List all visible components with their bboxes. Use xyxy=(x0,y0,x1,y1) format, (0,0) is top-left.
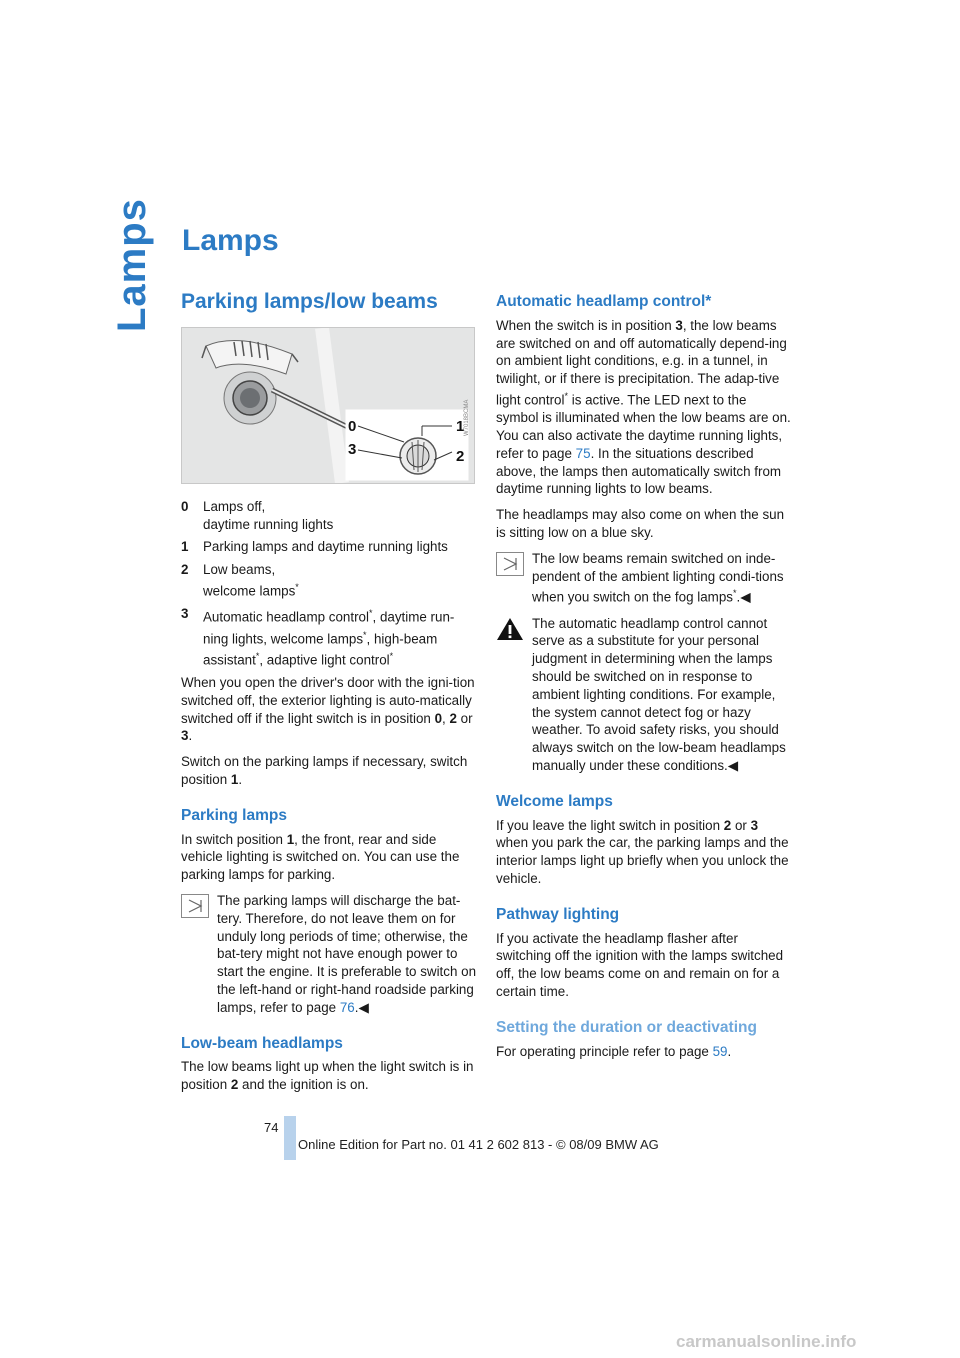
side-tab-label: Lamps xyxy=(110,198,154,332)
setting-paragraph: For operating principle refer to page 59. xyxy=(496,1043,732,1059)
figure-label-0: 0 xyxy=(348,417,357,435)
welcome-lamps-title: Welcome lamps xyxy=(496,792,613,810)
auto-headlamp-title: Automatic headlamp control* xyxy=(496,293,712,310)
list-item: 2 Low beams, welcome lamps* xyxy=(181,562,299,599)
switch-paragraph: Switch on the parking lamps if necessary, switch position 1. xyxy=(181,754,468,788)
pathway-lighting-title: Pathway lighting xyxy=(496,905,620,923)
page-link-59[interactable]: 59 xyxy=(712,1043,728,1059)
page-number: 74 xyxy=(264,1120,279,1135)
setting-duration-title: Setting the duration or deactivating xyxy=(496,1018,757,1036)
figure-label-3: 3 xyxy=(348,440,357,458)
footer-edition: Online Edition for Part no. 01 41 2 602 813 - © 08/09 BMW AG xyxy=(298,1137,659,1152)
figure-label-2: 2 xyxy=(456,447,465,465)
page-title: Lamps xyxy=(182,224,279,257)
parking-note: The parking lamps will discharge the bat-tery. Therefore, do not leave them on for unduly long periods of time; otherwise, the bat-tery might not have enough power to start the engine. It is preferable to switch on the left-hand or right-hand roadside parking lamps, refer to page 76.◀ xyxy=(181,892,477,1017)
pathway-paragraph: If you activate the headlamp flasher after switching off the ignition with the lamps switched off, the low beams come on and remain on for a certain time. xyxy=(496,930,784,1000)
auto-paragraph: When the switch is in position 3, the low beams are switched on and off automatically depend-ing on ambient light conditions, e.g. in a tunnel, in twilight, or if there is precipitation. The adap-tive light control* is active. The LED next to the symbol is illuminated when the low beams are on. You can also activate the daytime running lights, refer to page 75. In the situations described above, the lamps then automatically switch from daytime running lights to low beams. xyxy=(496,317,791,497)
door-paragraph: When you open the driver's door with the igni-tion switched off, the exterior lighting is auto-matically switched off if the light switch is in position 0, 2 or 3. xyxy=(181,675,475,744)
figure-label-1: 1 xyxy=(456,417,465,435)
left-column xyxy=(181,290,477,1102)
low-beam-title: Low-beam headlamps xyxy=(181,1034,343,1052)
welcome-paragraph: If you leave the light switch in position 2 or 3 when you park the car, the parking lamps and the interior lamps light up briefly when you unlock the vehicle. xyxy=(496,817,789,887)
parking-paragraph: In switch position 1, the front, rear and side vehicle lighting is switched on. You can use the parking lamps for parking. xyxy=(181,831,460,883)
section-title: Parking lamps/low beams xyxy=(181,290,438,313)
watermark: carmanualsonline.info xyxy=(676,1332,857,1351)
list-item: 1 Parking lamps and daytime running lights xyxy=(181,539,448,555)
side-tab xyxy=(110,198,160,332)
list-item: 0 Lamps off, daytime running lights xyxy=(181,498,334,532)
warning-note: The automatic headlamp control cannot serve as a substitute for your personal judgment in determining when the lamps should be switched on in response to ambient lighting conditions. For example, the system cannot detect fog or hazy weather. To avoid safety risks, you should always switch on the low-beam headlamps manually under these conditions.◀ xyxy=(496,615,792,775)
page-link-75[interactable]: 75 xyxy=(575,445,591,461)
warning-icon xyxy=(496,617,524,641)
parking-lamps-title: Parking lamps xyxy=(181,806,287,824)
sun-paragraph: The headlamps may also come on when the sun is sitting low on a blue sky. xyxy=(496,507,785,541)
fog-note: The low beams remain switched on inde-pendent of the ambient lighting condi-tions when you switch on the fog lamps*.◀ xyxy=(496,550,792,607)
right-column xyxy=(496,293,792,1068)
light-switch-figure xyxy=(181,327,475,484)
figure-code: W7018BCMA xyxy=(464,399,470,436)
low-beam-paragraph: The low beams light up when the light switch is in position 2 and the ignition is on. xyxy=(181,1059,474,1093)
note-icon xyxy=(181,894,209,918)
footer-bar xyxy=(284,1116,296,1160)
light-switch-illustration xyxy=(182,328,474,483)
page-link-76[interactable]: 76 xyxy=(339,999,355,1015)
note-icon xyxy=(496,552,524,576)
list-item: 3 Automatic headlamp control*, daytime run-ning lights, welcome lamps*, high-beam assistant*, adaptive light control* xyxy=(181,606,455,668)
